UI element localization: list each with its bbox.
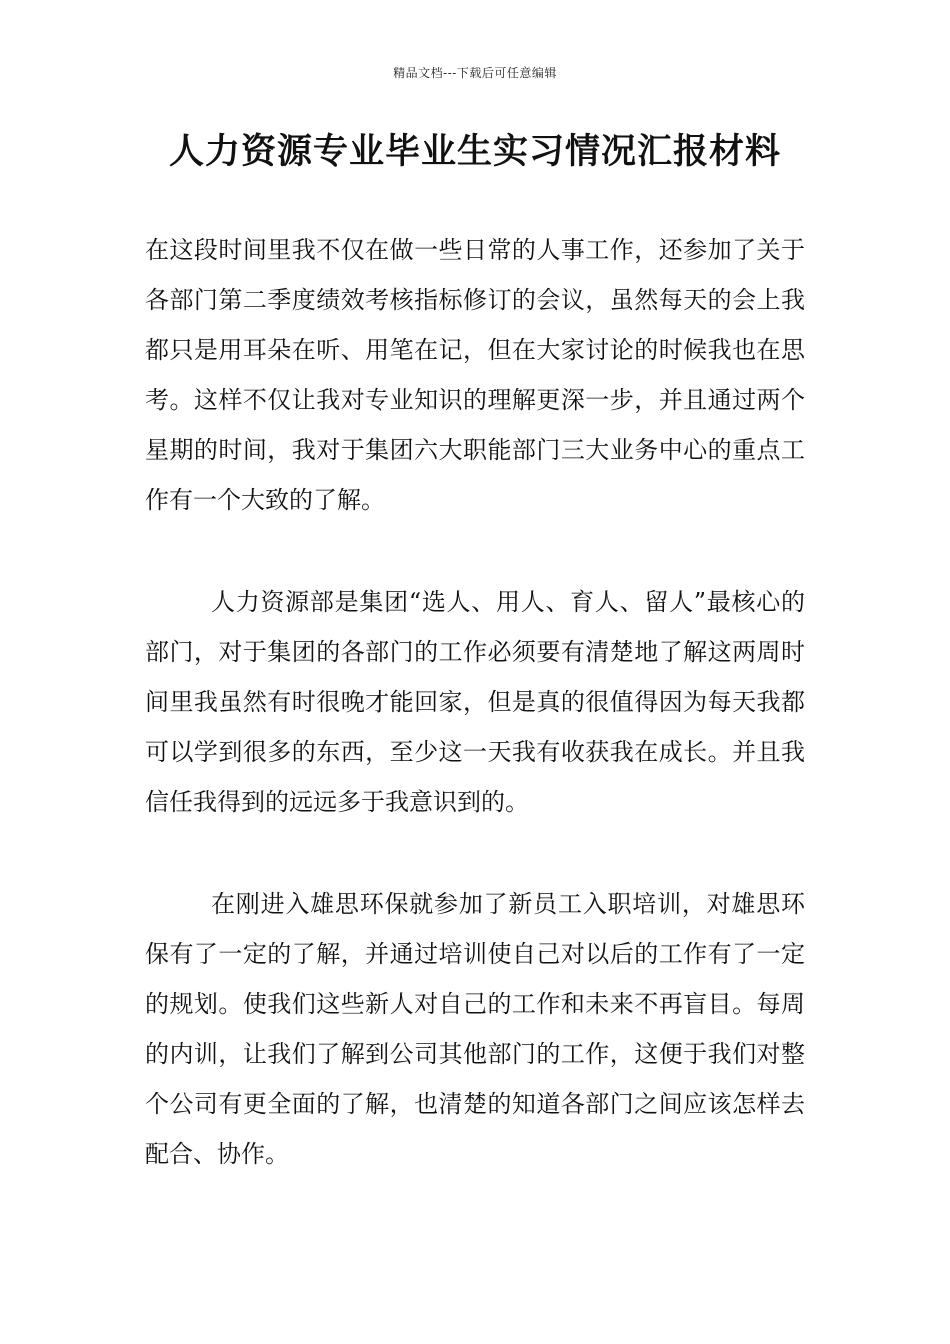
document-title: 人力资源专业毕业生实习情况汇报材料 — [168, 132, 781, 172]
paragraph-2: 人力资源部是集团“选人、用人、育人、留人”最核心的部门，对于集团的各部门的工作必须要有清楚地了解这两周时间里我虽然有时很晚才能回家，但是真的很值得因为每天我都可以学到很多的东西，至少这一天我有收获我在成长。并且我信任我得到的远远多于我意识到的。 — [145, 588, 805, 816]
header-note: 精品文档---下载后可任意编辑 — [393, 66, 557, 80]
document-body — [145, 225, 805, 1179]
paragraph-3: 在刚进入雄思环保就参加了新员工入职培训，对雄思环保有了一定的了解，并通过培训使自己对以后的工作有了一定的规划。使我们这些新人对自己的工作和未来不再盲目。每周的内训，让我们了解到公司其他部门的工作，这便于我们对整个公司有更全面的了解，也清楚的知道各部门之间应该怎样去配合、协作。 — [145, 890, 805, 1168]
paragraph-1: 在这段时间里我不仅在做一些日常的人事工作，还参加了关于各部门第二季度绩效考核指标修订的会议，虽然每天的会上我都只是用耳朵在听、用笔在记，但在大家讨论的时候我也在思考。这样不仅让我对专业知识的理解更深一步，并且通过两个星期的时间，我对于集团六大职能部门三大业务中心的重点工作有一个大致的了解。 — [145, 236, 805, 514]
